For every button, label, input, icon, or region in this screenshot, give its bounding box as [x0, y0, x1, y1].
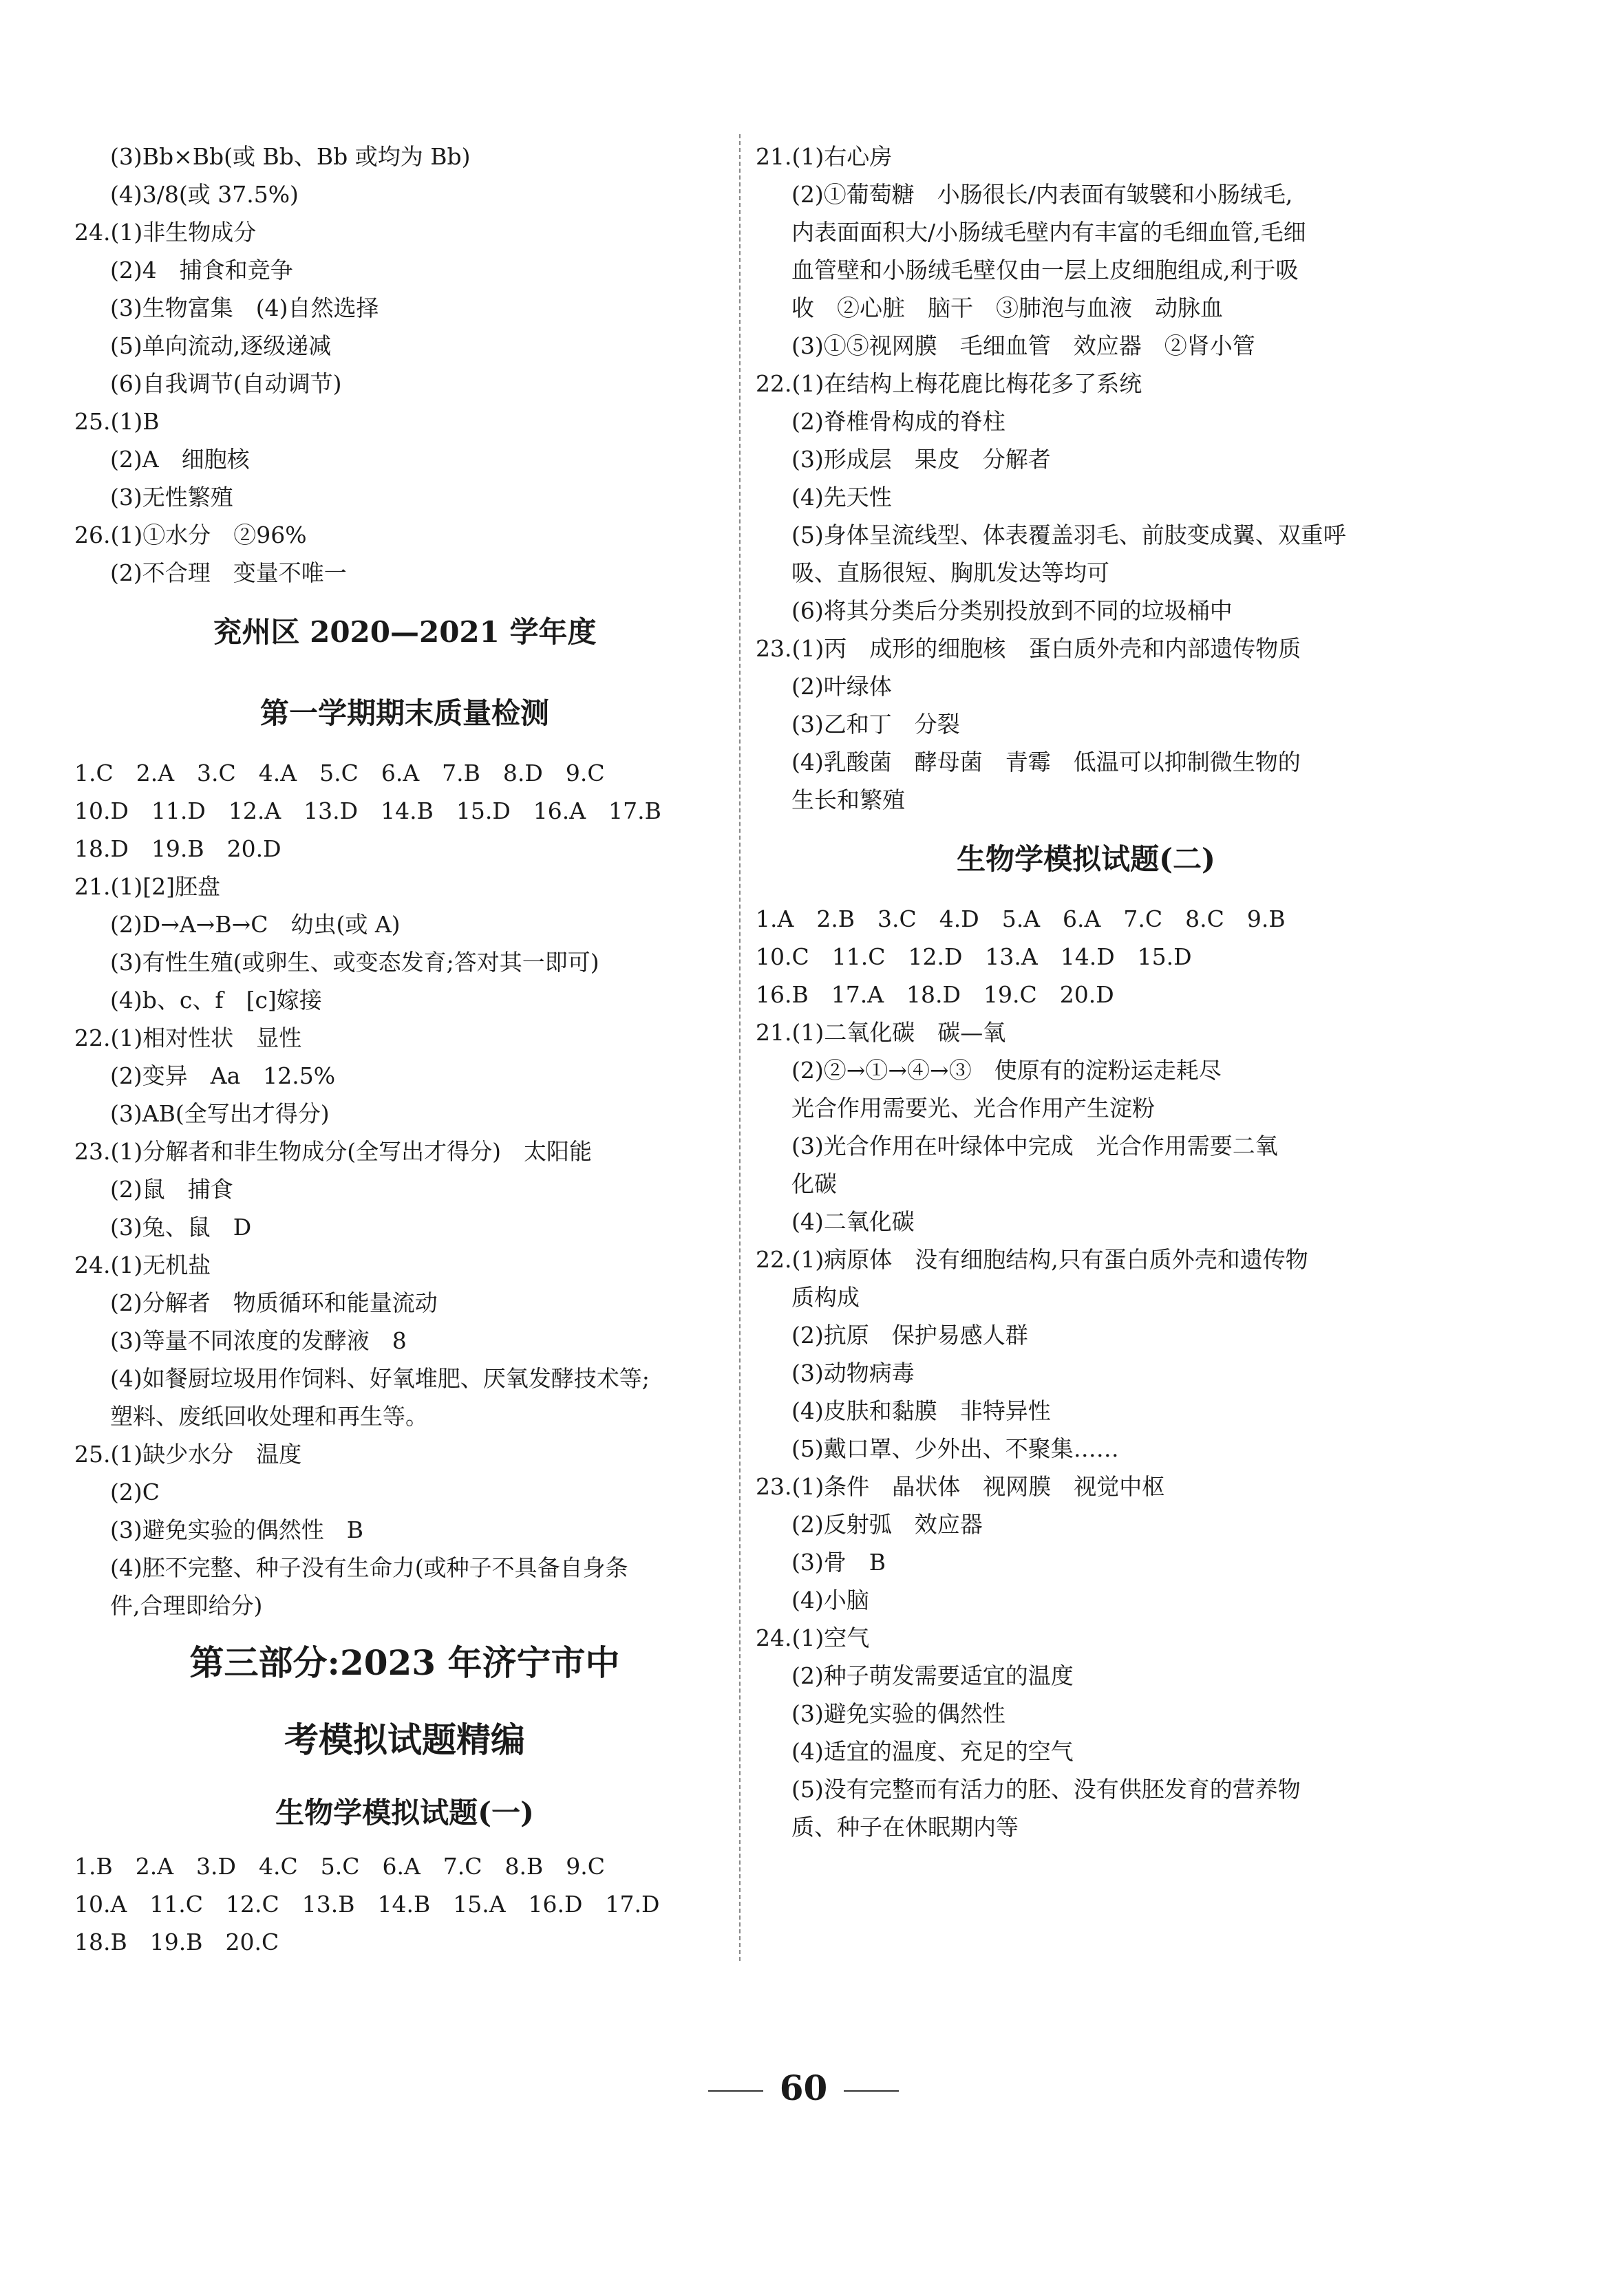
answer-line: 18.B 19.B 20.C: [74, 1929, 279, 1955]
answer-line: (2)4 捕食和竞争: [110, 257, 293, 283]
footer-dash-left: [708, 2090, 763, 2092]
answer-line: (2)变异 Aa 12.5%: [110, 1062, 336, 1089]
answer-line: 10.D 11.D 12.A 13.D 14.B 15.D 16.A 17.B: [74, 797, 661, 824]
answer-line: (3)光合作用在叶绿体中完成 光合作用需要二氧: [791, 1133, 1278, 1159]
answer-line: (3)动物病毒: [791, 1360, 915, 1386]
answer-line: 16.B 17.A 18.D 19.C 20.D: [756, 981, 1114, 1008]
answer-line: 1.A 2.B 3.C 4.D 5.A 6.A 7.C 8.C 9.B: [756, 905, 1286, 932]
answer-line: (2)叶绿体: [791, 673, 892, 700]
answer-line: 21.(1)二氧化碳 碳—氧: [756, 1019, 1006, 1046]
answer-line: 18.D 19.B 20.D: [74, 835, 281, 862]
answer-line: (5)没有完整而有活力的胚、没有供胚发育的营养物: [791, 1776, 1301, 1803]
answer-line: (2)D→A→B→C 幼虫(或 A): [110, 911, 401, 938]
answer-line: (2)②→①→④→③ 使原有的淀粉运走耗尽: [791, 1057, 1222, 1084]
answer-line: 25.(1)缺少水分 温度: [74, 1441, 302, 1468]
answer-line: 25.(1)B: [74, 408, 160, 435]
answer-line: (3)生物富集 (4)自然选择: [110, 294, 379, 321]
answer-line: (3)形成层 果皮 分解者: [791, 446, 1051, 473]
answer-line: (4)适宜的温度、充足的空气: [791, 1738, 1074, 1765]
answer-line: (3)AB(全写出才得分): [110, 1100, 330, 1127]
answer-line: 22.(1)病原体 没有细胞结构,只有蛋白质外壳和遗传物: [756, 1246, 1308, 1273]
answer-line: (5)身体呈流线型、体表覆盖羽毛、前肢变成翼、双重呼: [791, 522, 1346, 548]
answer-line: 内表面面积大/小肠绒毛壁内有丰富的毛细血管,毛细: [791, 219, 1306, 246]
right-column: [756, 138, 1416, 1846]
answer-line: (2)鼠 捕食: [110, 1176, 233, 1203]
answer-line: (2)分解者 物质循环和能量流动: [110, 1289, 438, 1316]
section-heading: 兖州区 2020—2021 学年度: [213, 615, 597, 649]
answer-line: 23.(1)条件 晶状体 视网膜 视觉中枢: [756, 1473, 1165, 1500]
answer-line: (4)胚不完整、种子没有生命力(或种子不具备自身条: [110, 1554, 628, 1581]
answer-line: (2)脊椎骨构成的脊柱: [791, 408, 1005, 435]
answer-line: (4)如餐厨垃圾用作饲料、好氧堆肥、厌氧发酵技术等;: [110, 1365, 650, 1392]
answer-line: 化碳: [791, 1170, 837, 1197]
answer-line: 10.C 11.C 12.D 13.A 14.D 15.D: [756, 943, 1192, 970]
section-heading: 生物学模拟试题(一): [275, 1796, 534, 1830]
answer-line: 质构成: [791, 1284, 860, 1311]
answer-line: (2)不合理 变量不唯一: [110, 559, 347, 586]
answer-line: (2)种子萌发需要适宜的温度: [791, 1662, 1074, 1689]
answer-line: (2)C: [110, 1479, 160, 1505]
answer-line: 吸、直肠很短、胸肌发达等均可: [791, 559, 1109, 586]
answer-line: (3)有性生殖(或卵生、或变态发育;答对其一即可): [110, 949, 599, 976]
answer-line: (4)二氧化碳: [791, 1208, 915, 1235]
answer-line: (4)乳酸菌 酵母菌 青霉 低温可以抑制微生物的: [791, 749, 1301, 775]
answer-line: 光合作用需要光、光合作用产生淀粉: [791, 1095, 1155, 1122]
footer-dash-right: [844, 2090, 899, 2092]
answer-line: 质、种子在休眠期内等: [791, 1814, 1019, 1841]
answer-line: 塑料、废纸回收处理和再生等。: [110, 1403, 428, 1430]
answer-line: (3)避免实验的偶然性 B: [110, 1516, 363, 1543]
answer-line: (4)b、c、f [c]嫁接: [110, 987, 322, 1013]
answer-line: (3)骨 B: [791, 1549, 886, 1576]
answer-line: 24.(1)非生物成分: [74, 219, 257, 246]
answer-line: 收 ②心脏 脑干 ③肺泡与血液 动脉血: [791, 294, 1223, 321]
answer-line: 生长和繁殖: [791, 786, 905, 813]
answer-line: 24.(1)无机盐: [74, 1252, 211, 1278]
answer-line: (2)抗原 保护易感人群: [791, 1322, 1028, 1349]
answer-line: (3)Bb×Bb(或 Bb、Bb 或均为 Bb): [110, 143, 471, 170]
answer-line: (3)①⑤视网膜 毛细血管 效应器 ②肾小管: [791, 332, 1255, 359]
answer-line: 1.B 2.A 3.D 4.C 5.C 6.A 7.C 8.B 9.C: [74, 1853, 605, 1880]
answer-line: (5)单向流动,逐级递减: [110, 332, 332, 359]
answer-line: (2)①葡萄糖 小肠很长/内表面有皱襞和小肠绒毛,: [791, 181, 1293, 208]
answer-line: (6)将其分类后分类别投放到不同的垃圾桶中: [791, 597, 1233, 624]
answer-line: (4)皮肤和黏膜 非特异性: [791, 1397, 1051, 1424]
answer-line: (3)乙和丁 分裂: [791, 711, 960, 738]
left-column: [74, 138, 735, 1961]
section-heading: 生物学模拟试题(二): [957, 842, 1215, 876]
answer-line: (6)自我调节(自动调节): [110, 370, 342, 397]
section-heading: 考模拟试题精编: [284, 1719, 525, 1760]
answer-line: (5)戴口罩、少外出、不聚集……: [791, 1435, 1119, 1462]
answer-line: (2)A 细胞核: [110, 446, 250, 473]
answer-line: 10.A 11.C 12.C 13.B 14.B 15.A 16.D 17.D: [74, 1891, 660, 1918]
section-heading: 第三部分:2023 年济宁市中: [189, 1642, 620, 1683]
answer-line: 血管壁和小肠绒毛壁仅由一层上皮细胞组成,利于吸: [791, 257, 1299, 283]
answer-line: (3)等量不同浓度的发酵液 8: [110, 1327, 407, 1354]
column-divider: [739, 134, 741, 1961]
answer-line: (2)反射弧 效应器: [791, 1511, 983, 1538]
answer-line: 件,合理即给分): [110, 1592, 263, 1619]
answer-line: 22.(1)相对性状 显性: [74, 1024, 302, 1051]
answer-line: (3)避免实验的偶然性: [791, 1700, 1005, 1727]
answer-line: 22.(1)在结构上梅花鹿比梅花多了系统: [756, 370, 1142, 397]
answer-line: (4)先天性: [791, 484, 892, 511]
page-number: 60: [779, 2068, 828, 2108]
answer-line: 21.(1)[2]胚盘: [74, 873, 220, 900]
answer-line: 1.C 2.A 3.C 4.A 5.C 6.A 7.B 8.D 9.C: [74, 760, 605, 786]
answer-line: (4)小脑: [791, 1587, 869, 1613]
answer-line: 26.(1)①水分 ②96%: [74, 522, 307, 548]
answer-line: (4)3/8(或 37.5%): [110, 181, 299, 208]
page-footer: [0, 2064, 1607, 2112]
answer-line: (3)无性繁殖: [110, 484, 233, 511]
answer-line: (3)兔、鼠 D: [110, 1214, 252, 1241]
answer-line: 23.(1)分解者和非生物成分(全写出才得分) 太阳能: [74, 1138, 592, 1165]
answer-line: 21.(1)右心房: [756, 143, 893, 170]
section-heading: 第一学期期末质量检测: [259, 696, 549, 730]
answer-line: 24.(1)空气: [756, 1624, 870, 1651]
answer-line: 23.(1)丙 成形的细胞核 蛋白质外壳和内部遗传物质: [756, 635, 1301, 662]
